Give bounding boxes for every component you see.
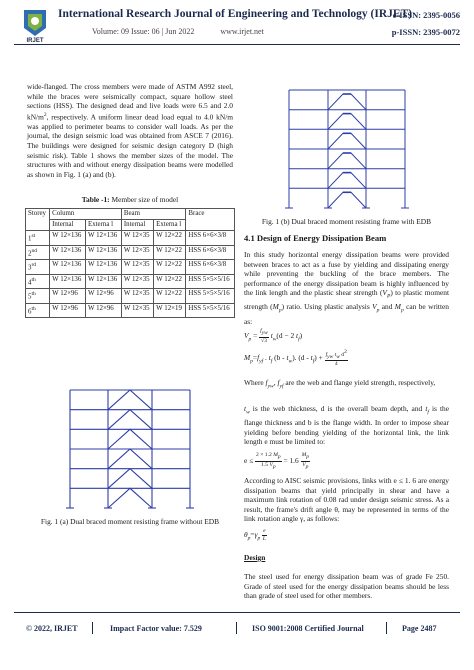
cell-column-internal: W 12×136 bbox=[50, 260, 86, 275]
cell-column-internal: W 12×96 bbox=[50, 303, 86, 318]
paragraph-design: The steel used for energy dissipation beam was of grade Fe 250. Grade of steel used for the energy dissipation beams should be less than grade of steel used for other members. bbox=[244, 572, 449, 601]
paragraph-link-length: $t_w$ is the web thickness, d is the overall beam depth, and $t_f$ is the flange thickness and b is the flange width. In order to impose shear yielding before bending yielding of the horizontal link, the link length e must be limited to: bbox=[244, 404, 450, 447]
cell-beam-internal: W 12×35 bbox=[121, 289, 153, 304]
pissn: p-ISSN: 2395-0072 bbox=[391, 27, 460, 37]
cell-column-external: W 12×96 bbox=[85, 303, 121, 318]
cell-column-internal: W 12×136 bbox=[50, 245, 86, 260]
website-link[interactable]: www.irjet.net bbox=[220, 27, 264, 36]
paragraph-yield-strength: Where $f_{yw}$, $f_{yf}$ are the web and flange yield strength, respectively, bbox=[244, 378, 436, 390]
frame-without-edb-diagram bbox=[60, 384, 200, 512]
cell-brace: HSS 6×6×3/8 bbox=[186, 260, 235, 275]
th-col-external: Externa l bbox=[85, 220, 121, 231]
cell-storey: 1st bbox=[26, 231, 50, 246]
table-row bbox=[26, 260, 235, 275]
paragraph-aisc: According to AISC seismic provisions, links with e ≤ 1. 6 are energy dissipation beams that yield principally in shear and have a maximum link rotation of 0.08 rad under design seismic stress. As a result, the frame's drift angle θ, may be represented in terms of the link rotation angle γ, as follows: bbox=[244, 476, 449, 524]
cell-brace: HSS 6×6×3/8 bbox=[186, 231, 235, 246]
cell-beam-external: W 12×22 bbox=[154, 274, 186, 289]
cell-storey: 2nd bbox=[26, 245, 50, 260]
cell-storey: 5th bbox=[26, 289, 50, 304]
figure-1b-caption: Fig. 1 (b) Dual braced moment resisting frame with EDB bbox=[261, 217, 432, 226]
irjet-logo-icon bbox=[20, 6, 50, 44]
svg-text:IRJET: IRJET bbox=[26, 38, 44, 44]
intro-paragraph: wide-flanged. The cross members were made of ASTM A992 steel, while the braces were seismically compact, square hollow steel sections (HSS). The designed dead and live loads were 6.5 and 2.0 $kN/m^2$, respectively. A uniform linear dead load equal to 4.0 kN/m was applied to perimeter beams to consider wall loads. As per the journal, the design seismic load was obtained from ASCE 7 (2016). The buildings were designed for seismic design category D (high seismic risk). Table 1 shows the member sizes of the model. The structures with and without energy dissipation beams were modelled as shown in Fig. 1 (a) and (b). bbox=[27, 82, 233, 179]
cell-beam-external: W 12×22 bbox=[154, 260, 186, 275]
cell-column-external: W 12×136 bbox=[85, 231, 121, 246]
th-column: Column bbox=[50, 209, 122, 220]
paragraph-edb-intro: In this study horizontal energy dissipation beams were provided between braces to act as a fuse by yielding and dissipating energy while preventing the buckling of the brace members. The performance of the energy dissipation beam is highly influenced by the link length and the plastic shear strength $(V_P)$ to plastic moment strength $(M_p)$ ratio. Using plastic analysis $V_p$ and $M_p$ can be written as: bbox=[244, 250, 449, 326]
cell-brace: HSS 5×5×5/16 bbox=[186, 303, 235, 318]
th-storey: Storey bbox=[26, 209, 50, 231]
footer-impact-factor: Impact Factor value: 7.529 bbox=[110, 624, 202, 633]
footer-separator bbox=[386, 622, 387, 634]
table-caption-label: Table -1: bbox=[81, 195, 110, 204]
cell-beam-external: W 12×22 bbox=[154, 289, 186, 304]
page-header bbox=[0, 0, 474, 60]
cell-beam-external: W 12×22 bbox=[154, 231, 186, 246]
cell-storey: 3rd bbox=[26, 260, 50, 275]
footer-divider bbox=[14, 612, 460, 613]
table-header-row bbox=[26, 209, 235, 220]
cell-storey: 4th bbox=[26, 274, 50, 289]
equation-vp: $V_p$ = $\frac{f_{yw}}{√3}$ $t_w(d - 2$ $t_f$) bbox=[244, 328, 303, 344]
volume-info bbox=[92, 27, 264, 36]
table-row bbox=[26, 231, 235, 246]
cell-column-internal: W 12×136 bbox=[50, 231, 86, 246]
section-title: 4.1 Design of Energy Dissipation Beam bbox=[244, 233, 387, 243]
footer-page-number: Page 2487 bbox=[402, 624, 437, 633]
equation-drift: $\theta_p=\gamma_p$ $\frac{e}{L}$ bbox=[244, 528, 266, 542]
header-divider bbox=[14, 44, 460, 45]
member-size-table bbox=[25, 208, 235, 318]
cell-column-external: W 12×136 bbox=[85, 274, 121, 289]
footer-separator bbox=[92, 622, 93, 634]
footer-separator bbox=[236, 622, 237, 634]
cell-beam-internal: W 12×35 bbox=[121, 260, 153, 275]
th-beam-external: Externa l bbox=[154, 220, 186, 231]
cell-beam-internal: W 12×35 bbox=[121, 303, 153, 318]
eissn: e-ISSN: 2395-0056 bbox=[392, 10, 460, 20]
figure-1a-caption: Fig. 1 (a) Dual braced moment resisting frame without EDB bbox=[40, 517, 220, 526]
journal-title: International Research Journal of Engineering and Technology (IRJET) bbox=[58, 8, 413, 20]
table-row bbox=[26, 289, 235, 304]
volume-issue: Volume: 09 Issue: 06 | Jun 2022 bbox=[92, 27, 195, 36]
cell-beam-internal: W 12×35 bbox=[121, 245, 153, 260]
cell-column-external: W 12×136 bbox=[85, 245, 121, 260]
cell-beam-external: W 12×19 bbox=[154, 303, 186, 318]
th-beam: Beam bbox=[121, 209, 186, 220]
th-brace: Brace bbox=[186, 209, 235, 231]
frame-with-edb-diagram bbox=[283, 82, 411, 212]
table-caption bbox=[27, 195, 233, 204]
cell-brace: HSS 5×5×5/16 bbox=[186, 289, 235, 304]
cell-column-internal: W 12×96 bbox=[50, 289, 86, 304]
cell-brace: HSS 5×5×5/16 bbox=[186, 274, 235, 289]
cell-beam-external: W 12×22 bbox=[154, 245, 186, 260]
table-row bbox=[26, 303, 235, 318]
equation-link-limit: e ≤ $\frac{2 \times 1.2 M_p}{1.5 V_p}$ = 1.6 $\frac{M_p}{V_p}$ bbox=[244, 452, 309, 470]
cell-beam-internal: W 12×35 bbox=[121, 231, 153, 246]
page-footer bbox=[14, 612, 460, 642]
table-row bbox=[26, 245, 235, 260]
th-col-internal: Internal bbox=[50, 220, 86, 231]
cell-column-external: W 12×136 bbox=[85, 260, 121, 275]
footer-iso: ISO 9001:2008 Certified Journal bbox=[252, 624, 364, 633]
table-caption-text: Member size of model bbox=[111, 195, 179, 204]
cell-column-external: W 12×96 bbox=[85, 289, 121, 304]
cell-beam-internal: W 12×35 bbox=[121, 274, 153, 289]
table-row bbox=[26, 274, 235, 289]
th-beam-internal: Internal bbox=[121, 220, 153, 231]
equation-mp: $M_p=f_{yf}$ . $t_f$ $(b - t_w)$. $(d - t_f)$ + $\frac{f_{yw} t_w d^2}{4}$ bbox=[244, 349, 347, 368]
footer-copyright: © 2022, IRJET bbox=[26, 624, 78, 633]
cell-column-internal: W 12×136 bbox=[50, 274, 86, 289]
cell-storey: 6th bbox=[26, 303, 50, 318]
design-heading: Design bbox=[244, 553, 266, 562]
cell-brace: HSS 6×6×3/8 bbox=[186, 245, 235, 260]
